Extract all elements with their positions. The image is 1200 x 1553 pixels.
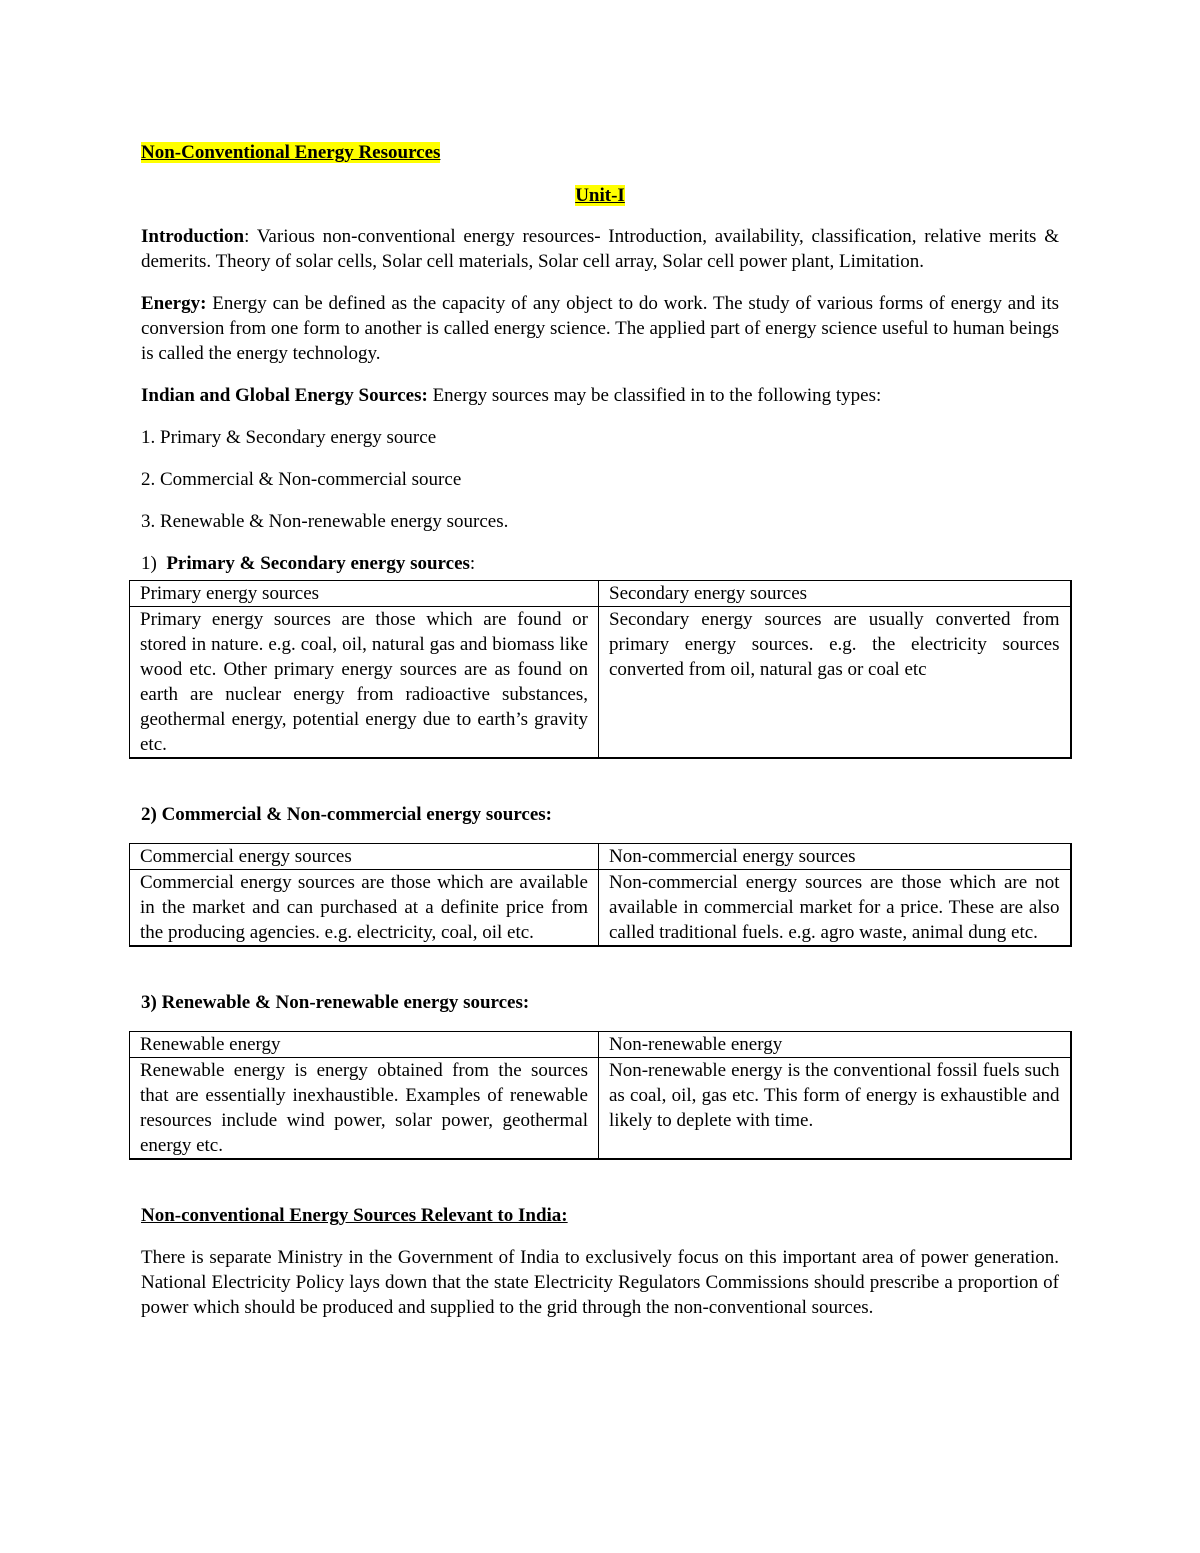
- table-header-cell: Primary energy sources: [130, 581, 599, 607]
- table-cell: Non-commercial energy sources are those which are not available in commercial market for a price. These are also called traditional fuels. e.g. agro waste, animal dung etc.: [599, 870, 1071, 947]
- table-header-cell: Commercial energy sources: [130, 844, 599, 870]
- renewable-nonrenewable-table: [129, 1031, 1072, 1160]
- energy-text: Energy can be defined as the capacity of any object to do work. The study of various forms of energy and its conversion from one form to another is called energy science. The applied part of energy science useful to human beings is called the energy technology.: [141, 293, 1059, 364]
- india-paragraph: There is separate Ministry in the Government of India to exclusively focus on this important area of power generation. National Electricity Policy lays down that the state Electricity Regulators Commissions should prescribe a proportion of power which should be produced and supplied to the grid through the non-conventional sources.: [141, 1247, 1059, 1318]
- india-heading: Non-conventional Energy Sources Relevant to India:: [141, 1205, 568, 1226]
- energy-paragraph: [141, 291, 1059, 366]
- type-item-1: 1. Primary & Secondary energy source: [141, 427, 437, 448]
- table-cell: Secondary energy sources are usually converted from primary energy sources. e.g. the electricity sources converted from oil, natural gas or coal etc: [599, 607, 1071, 759]
- unit-heading: Unit-I: [575, 185, 625, 206]
- table-row: [130, 607, 1071, 759]
- table-row: [130, 1058, 1071, 1160]
- table-header-row: [130, 844, 1071, 870]
- table-cell: Renewable energy is energy obtained from the sources that are essentially inexhaustible. Examples of renewable resources include wind power, solar power, geothermal energy etc.: [130, 1058, 599, 1160]
- introduction-text: : Various non-conventional energy resources- Introduction, availability, classification, relative merits & demerits. Theory of solar cells, Solar cell materials, Solar cell array, Solar cell power plant, Limitation.: [141, 226, 1059, 272]
- table-cell: Non-renewable energy is the conventional fossil fuels such as coal, oil, gas etc. This form of energy is exhaustible and likely to deplete with time.: [599, 1058, 1071, 1160]
- type-item-2: 2. Commercial & Non-commercial source: [141, 469, 462, 490]
- table-cell: Primary energy sources are those which are found or stored in nature. e.g. coal, oil, natural gas and biomass like wood etc. Other primary energy sources are as found on earth are nuclear energy from radioactive substances, geothermal energy, potential energy due to earth’s gravity etc.: [130, 607, 599, 759]
- primary-secondary-table: [129, 580, 1072, 759]
- introduction-paragraph: [141, 224, 1059, 274]
- commercial-noncommercial-table: [129, 843, 1072, 947]
- section1-heading: 1) Primary & Secondary energy sources:: [141, 553, 476, 574]
- section1-number: 1): [141, 553, 157, 574]
- sources-label: Indian and Global Energy Sources:: [141, 385, 428, 406]
- introduction-label: Introduction: [141, 226, 245, 247]
- sources-paragraph: [141, 383, 1059, 408]
- table-cell: Commercial energy sources are those which are available in the market and can purchased at a definite price from the producing agencies. e.g. electricity, coal, oil etc.: [130, 870, 599, 947]
- table-header-row: [130, 581, 1071, 607]
- table-header-cell: Non-commercial energy sources: [599, 844, 1071, 870]
- section3-heading: 3) Renewable & Non-renewable energy sources:: [141, 992, 530, 1013]
- energy-label: Energy:: [141, 293, 207, 314]
- table-row: [130, 870, 1071, 947]
- section2-heading: 2) Commercial & Non-commercial energy sources:: [141, 804, 553, 825]
- type-item-3: 3. Renewable & Non-renewable energy sources.: [141, 511, 509, 532]
- table-header-cell: Renewable energy: [130, 1032, 599, 1058]
- table-header-cell: Secondary energy sources: [599, 581, 1071, 607]
- table-header-cell: Non-renewable energy: [599, 1032, 1071, 1058]
- document-page: [141, 140, 1059, 1320]
- sources-text: Energy sources may be classified in to the following types:: [427, 385, 882, 406]
- section1-heading-text: Primary & Secondary energy sources: [166, 553, 470, 574]
- table-header-row: [130, 1032, 1071, 1058]
- document-title: Non-Conventional Energy Resources: [141, 142, 441, 163]
